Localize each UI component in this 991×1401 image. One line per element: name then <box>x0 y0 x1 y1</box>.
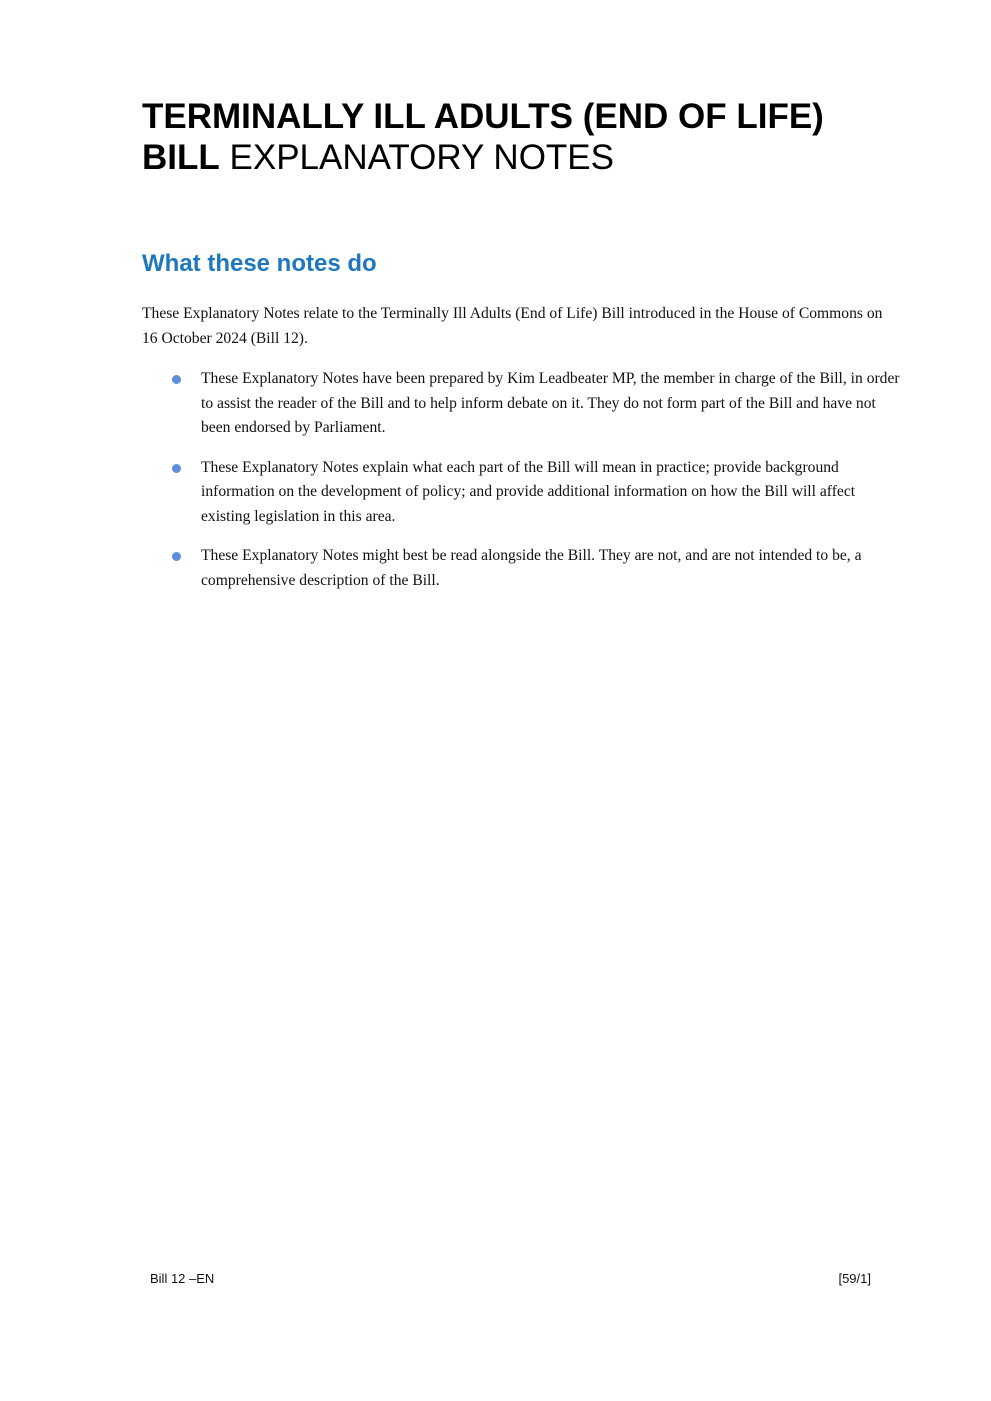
footer-page-code: [59/1] <box>838 1271 871 1286</box>
bullet-text: These Explanatory Notes explain what each part of the Bill will mean in practice; provide background information on the development of policy; and provide additional information on how the Bill will affect existing legislation in this area. <box>201 458 856 525</box>
list-item <box>170 456 900 530</box>
bullet-text: These Explanatory Notes might best be read alongside the Bill. They are not, and are not intended to be, a comprehensive description of the Bill. <box>201 547 862 589</box>
intro-paragraph: These Explanatory Notes relate to the Terminally Ill Adults (End of Life) Bill introduced in the House of Commons on 16 October 2024 (Bill 12). <box>142 305 883 347</box>
document-title-bold: TERMINALLY ILL ADULTS (END OF LIFE) BILL <box>142 97 824 177</box>
list-item <box>170 367 900 441</box>
bullet-icon <box>172 464 181 473</box>
bullet-icon <box>172 552 181 561</box>
bullet-list <box>170 367 900 608</box>
bullet-text: These Explanatory Notes have been prepared by Kim Leadbeater MP, the member in charge of the Bill, in order to assist the reader of the Bill and to help inform debate on it. They do not form part of the Bill and have not been endorsed by Parliament. <box>201 370 900 436</box>
list-item <box>170 544 900 593</box>
document-title-regular: EXPLANATORY NOTES <box>229 138 614 177</box>
document-title <box>142 96 902 178</box>
bullet-icon <box>172 375 181 384</box>
section-heading: What these notes do <box>142 250 377 277</box>
footer-bill-reference: Bill 12 –EN <box>150 1271 215 1286</box>
